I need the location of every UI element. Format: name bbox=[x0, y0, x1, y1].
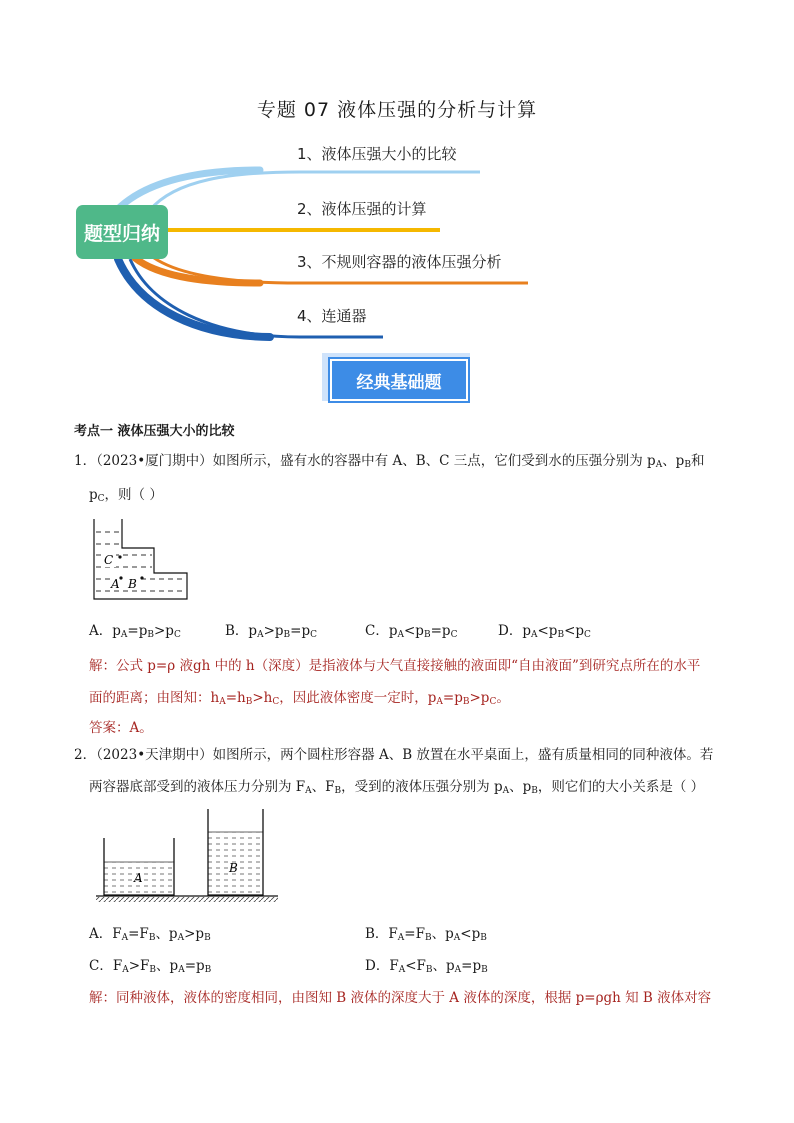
mindmap-branch-2: 2、液体压强的计算 bbox=[297, 200, 427, 218]
badge-label: 经典基础题 bbox=[330, 359, 468, 401]
q1-option-c[interactable]: C．$p_A<p_B=p_C$ bbox=[365, 623, 458, 640]
q1-container-figure bbox=[90, 517, 190, 602]
q2-label-a: A bbox=[134, 871, 143, 885]
q1-solution-line2: 面的距离；由图知：$h_A=h_B>h_C$，因此液体密度一定时，$p_A=p_B>p_C$。 bbox=[89, 690, 510, 707]
q1-stem-line1: 1．（2023•厦门期中）如图所示，盛有水的容器中有 A、B、C 三点，它们受到水的压强分别为 $p_A$、$p_B$和 bbox=[74, 453, 705, 470]
mindmap-branch-3: 3、不规则容器的液体压强分析 bbox=[297, 253, 502, 271]
page-title: 专题 07 液体压强的分析与计算 bbox=[256, 99, 538, 121]
mindmap-root: 题型归纳 bbox=[76, 205, 168, 259]
q1-stem-line2-tail: ，则（ ） bbox=[104, 487, 163, 503]
q2-option-a[interactable]: A．$F_A=F_B$、$p_A>p_B$ bbox=[89, 926, 211, 943]
q2-solution-line1: 解：同种液体，液体的密度相同，由图知 B 液体的深度大于 A 液体的深度，根据 p=ρgh 知 B 液体对容 bbox=[89, 990, 712, 1006]
q2-option-c[interactable]: C．$F_A>F_B$、$p_A=p_B$ bbox=[89, 958, 212, 975]
q2-label-b: B bbox=[229, 861, 238, 875]
q2-option-d[interactable]: D．$F_A<F_B$、$p_A=p_B$ bbox=[365, 958, 488, 975]
q1-solution-line1: 解：公式 p=ρ 液gh 中的 h（深度）是指液体与大气直接接触的液面即“自由液面”到研究点所在的水平 bbox=[89, 658, 701, 674]
section-badge bbox=[322, 353, 470, 405]
q1-label-a: A bbox=[111, 577, 120, 591]
branch-4-swoosh bbox=[118, 259, 270, 337]
q1-stem-line2: $p_C$，则（ ） bbox=[89, 487, 163, 504]
q1-label-c: C bbox=[104, 553, 114, 567]
q1-option-b[interactable]: B．$p_A>p_B=p_C$ bbox=[225, 623, 318, 640]
mindmap-branch-4: 4、连通器 bbox=[297, 307, 367, 325]
q1-stem-text: 1．（2023•厦门期中）如图所示，盛有水的容器中有 A、B、C 三点，它们受到水的压强分别为 p bbox=[74, 453, 656, 469]
mindmap-branch-1: 1、液体压强大小的比较 bbox=[297, 145, 457, 163]
section-heading: 考点一 液体压强大小的比较 bbox=[74, 424, 235, 439]
q2-cylinders-figure bbox=[96, 805, 281, 905]
q1-label-b: B bbox=[128, 577, 137, 591]
q1-answer: 答案：A。 bbox=[89, 720, 153, 736]
q1-option-d[interactable]: D．$p_A<p_B<p_C$ bbox=[498, 623, 591, 640]
branch-3-swoosh bbox=[135, 258, 260, 283]
q1-option-a[interactable]: A．$p_A=p_B>p_C$ bbox=[89, 623, 181, 640]
q2-stem-line1: 2．（2023•天津期中）如图所示，两个圆柱形容器 A、B 放置在水平桌面上，盛有质量相同的同种液体。若 bbox=[74, 747, 714, 763]
mindmap-connectors bbox=[0, 0, 794, 360]
q2-stem-line2: 两容器底部受到的液体压力分别为 $F_A$、$F_B$，受到的液体压强分别为 $p_A$、$p_B$，则它们的大小关系是（ ） bbox=[89, 779, 705, 796]
q2-option-b[interactable]: B．$F_A=F_B$、$p_A<p_B$ bbox=[365, 926, 487, 943]
q1-stem-tail: 和 bbox=[690, 453, 705, 469]
